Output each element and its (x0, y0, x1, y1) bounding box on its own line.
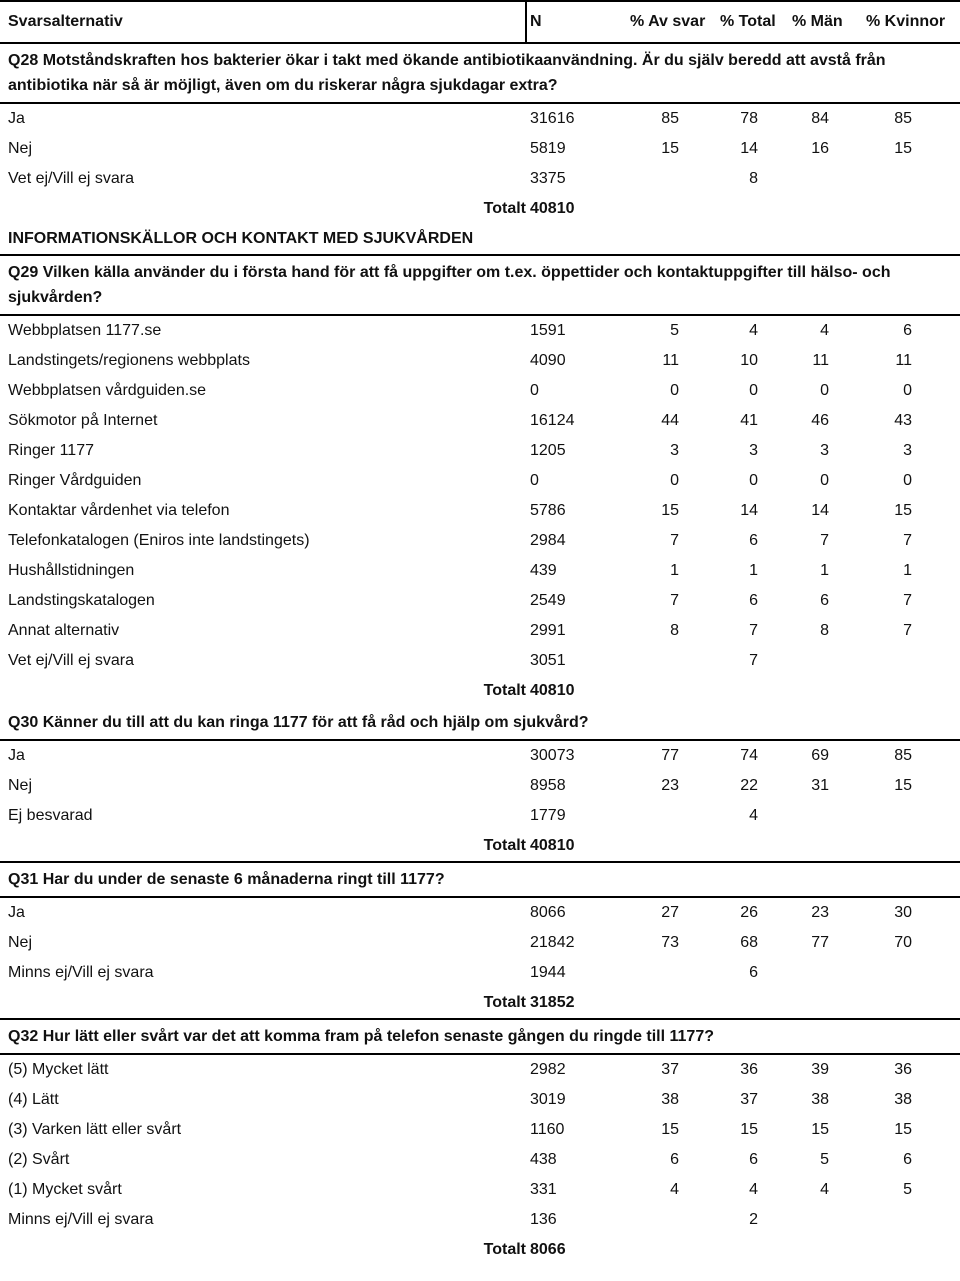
cell-pct-total: 36 (740, 1061, 758, 1078)
header-n: N (530, 13, 542, 30)
cell-n: 3375 (530, 170, 566, 187)
cell-pct-women: 85 (894, 747, 912, 764)
cell-pct-men: 77 (811, 934, 829, 951)
total-label: Totalt (483, 994, 526, 1011)
question-q31: Q31 Har du under de senaste 6 månaderna ringt till 1177? (0, 861, 960, 898)
cell-pct-answer: 6 (670, 1151, 679, 1168)
total-value: 40810 (530, 837, 575, 854)
cell-n: 2984 (530, 532, 566, 549)
cell-pct-men: 0 (820, 472, 829, 489)
row-label: Kontaktar vårdenhet via telefon (8, 502, 230, 519)
cell-pct-women: 0 (903, 382, 912, 399)
cell-pct-answer: 85 (661, 110, 679, 127)
cell-pct-total: 2 (749, 1211, 758, 1228)
cell-n: 1591 (530, 322, 566, 339)
cell-n: 3019 (530, 1091, 566, 1108)
total-value: 40810 (530, 200, 575, 217)
cell-n: 2982 (530, 1061, 566, 1078)
cell-pct-total: 22 (740, 777, 758, 794)
row-label: Webbplatsen vårdguiden.se (8, 382, 207, 399)
row-label: Sökmotor på Internet (8, 412, 158, 429)
cell-pct-women: 36 (894, 1061, 912, 1078)
cell-pct-answer: 1 (670, 562, 679, 579)
cell-pct-women: 70 (894, 934, 912, 951)
cell-pct-women: 38 (894, 1091, 912, 1108)
cell-pct-total: 0 (749, 472, 758, 489)
cell-n: 1160 (530, 1121, 565, 1138)
table-row (0, 1175, 960, 1205)
q31-rows (0, 898, 960, 988)
cell-pct-men: 14 (811, 502, 829, 519)
row-label: Ja (8, 110, 25, 127)
cell-pct-men: 11 (812, 352, 829, 369)
total-label: Totalt (483, 200, 526, 217)
header-pct-men: % Män (792, 13, 843, 30)
cell-n: 1779 (530, 807, 566, 824)
q30-rows (0, 741, 960, 831)
cell-pct-women: 6 (903, 1151, 912, 1168)
table-row (0, 1055, 960, 1085)
cell-n: 5819 (530, 140, 566, 157)
cell-pct-total: 14 (740, 140, 758, 157)
table-row (0, 898, 960, 928)
table-row (0, 164, 960, 194)
question-q32: Q32 Hur lätt eller svårt var det att komma fram på telefon senaste gången du ringde till 1177? (0, 1018, 960, 1055)
header-pct-women: % Kvinnor (866, 13, 946, 30)
cell-n: 438 (530, 1151, 557, 1168)
cell-n: 1205 (530, 442, 566, 459)
cell-pct-total: 4 (749, 807, 758, 824)
cell-n: 1944 (530, 964, 566, 981)
cell-pct-total: 68 (740, 934, 758, 951)
table-row (0, 616, 960, 646)
cell-pct-women: 5 (903, 1181, 912, 1198)
table-row (0, 801, 960, 831)
cell-n: 2991 (530, 622, 566, 639)
row-label: Ja (8, 747, 25, 764)
table-row (0, 104, 960, 134)
cell-pct-women: 15 (894, 140, 912, 157)
row-label: Annat alternativ (8, 622, 120, 639)
cell-pct-answer: 15 (661, 1121, 679, 1138)
cell-n: 30073 (530, 747, 575, 764)
cell-pct-answer: 15 (661, 140, 679, 157)
cell-pct-total: 4 (749, 1181, 758, 1198)
row-label: Webbplatsen 1177.se (8, 322, 162, 339)
cell-n: 439 (530, 562, 557, 579)
row-label: (2) Svårt (8, 1151, 70, 1168)
row-label: Vet ej/Vill ej svara (8, 170, 134, 187)
q31-total-row (0, 988, 960, 1018)
cell-pct-total: 37 (740, 1091, 758, 1108)
table-row (0, 646, 960, 676)
cell-pct-women: 15 (894, 777, 912, 794)
cell-pct-men: 7 (820, 532, 829, 549)
q28-total-row (0, 194, 960, 224)
cell-pct-answer: 73 (661, 934, 679, 951)
cell-pct-total: 15 (740, 1121, 758, 1138)
cell-n: 2549 (530, 592, 566, 609)
cell-pct-total: 14 (740, 502, 758, 519)
cell-pct-men: 69 (811, 747, 829, 764)
cell-n: 16124 (530, 412, 575, 429)
cell-pct-total: 1 (749, 562, 758, 579)
cell-pct-answer: 7 (670, 592, 679, 609)
cell-n: 0 (530, 382, 539, 399)
cell-pct-total: 8 (749, 170, 758, 187)
table-row (0, 741, 960, 771)
cell-pct-men: 38 (811, 1091, 829, 1108)
cell-pct-men: 4 (820, 1181, 829, 1198)
cell-pct-answer: 44 (661, 412, 679, 429)
cell-pct-women: 30 (894, 904, 912, 921)
row-label: Ringer 1177 (8, 442, 94, 459)
cell-pct-men: 5 (820, 1151, 829, 1168)
cell-pct-answer: 11 (662, 352, 679, 369)
table-row (0, 496, 960, 526)
cell-pct-men: 46 (811, 412, 829, 429)
cell-pct-answer: 3 (670, 442, 679, 459)
row-label: (1) Mycket svårt (8, 1181, 122, 1198)
row-label: Nej (8, 777, 33, 794)
cell-pct-men: 84 (811, 110, 829, 127)
cell-pct-men: 0 (820, 382, 829, 399)
cell-pct-women: 7 (903, 622, 912, 639)
cell-n: 4090 (530, 352, 566, 369)
row-label: Landstingets/regionens webbplats (8, 352, 250, 369)
table-row (0, 406, 960, 436)
cell-n: 136 (530, 1211, 557, 1228)
table-row (0, 436, 960, 466)
cell-pct-men: 15 (811, 1121, 829, 1138)
q32-rows (0, 1055, 960, 1235)
header-pct-answer: % Av svar (630, 13, 706, 30)
cell-n: 21842 (530, 934, 575, 951)
table-row (0, 1145, 960, 1175)
row-label: Minns ej/Vill ej svara (8, 1211, 154, 1228)
cell-pct-total: 7 (749, 622, 758, 639)
cell-n: 5786 (530, 502, 566, 519)
cell-pct-total: 7 (749, 652, 758, 669)
cell-pct-women: 15 (894, 502, 912, 519)
cell-pct-answer: 4 (670, 1181, 679, 1198)
row-label: Vet ej/Vill ej svara (8, 652, 134, 669)
q28-rows (0, 104, 960, 194)
total-label: Totalt (483, 837, 526, 854)
cell-pct-women: 11 (895, 352, 912, 369)
cell-pct-men: 39 (811, 1061, 829, 1078)
cell-pct-women: 7 (903, 532, 912, 549)
cell-pct-women: 3 (903, 442, 912, 459)
q29-total-row (0, 676, 960, 706)
header-divider (525, 2, 527, 42)
cell-pct-total: 74 (740, 747, 758, 764)
table-row (0, 958, 960, 988)
header-pct-total: % Total (720, 13, 776, 30)
cell-pct-total: 3 (749, 442, 758, 459)
table-row (0, 771, 960, 801)
table-header (0, 0, 960, 44)
cell-pct-men: 23 (811, 904, 829, 921)
cell-pct-answer: 15 (661, 502, 679, 519)
q29-rows (0, 316, 960, 676)
cell-pct-total: 6 (749, 1151, 758, 1168)
table-row (0, 586, 960, 616)
section-title (0, 224, 960, 254)
table-row (0, 1115, 960, 1145)
cell-pct-men: 4 (820, 322, 829, 339)
row-label: (3) Varken lätt eller svårt (8, 1121, 182, 1138)
table-row (0, 134, 960, 164)
row-label: Ja (8, 904, 25, 921)
table-row (0, 466, 960, 496)
cell-pct-answer: 0 (670, 382, 679, 399)
cell-pct-answer: 8 (670, 622, 679, 639)
total-value: 40810 (530, 682, 575, 699)
cell-pct-answer: 38 (661, 1091, 679, 1108)
cell-pct-men: 31 (811, 777, 829, 794)
row-label: Ej besvarad (8, 807, 93, 824)
cell-pct-men: 8 (820, 622, 829, 639)
cell-n: 8958 (530, 777, 566, 794)
cell-n: 3051 (530, 652, 566, 669)
cell-pct-men: 3 (820, 442, 829, 459)
cell-pct-total: 10 (740, 352, 758, 369)
cell-pct-total: 6 (749, 532, 758, 549)
cell-pct-women: 6 (903, 322, 912, 339)
cell-pct-total: 78 (740, 110, 758, 127)
header-label: Svarsalternativ (8, 13, 123, 30)
cell-pct-answer: 5 (670, 322, 679, 339)
total-value: 8066 (530, 1241, 566, 1258)
cell-n: 0 (530, 472, 539, 489)
table-row (0, 526, 960, 556)
cell-n: 331 (530, 1181, 557, 1198)
cell-pct-answer: 27 (661, 904, 679, 921)
total-label: Totalt (483, 1241, 526, 1258)
cell-pct-total: 26 (740, 904, 758, 921)
cell-pct-men: 6 (820, 592, 829, 609)
cell-n: 31616 (530, 110, 575, 127)
cell-pct-women: 85 (894, 110, 912, 127)
table-row (0, 928, 960, 958)
row-label: Nej (8, 934, 33, 951)
row-label: Landstingskatalogen (8, 592, 155, 609)
cell-pct-total: 6 (749, 592, 758, 609)
question-q30: Q30 Känner du till att du kan ringa 1177 för att få råd och hjälp om sjukvård? (0, 706, 960, 741)
table-row (0, 1205, 960, 1235)
cell-pct-answer: 37 (661, 1061, 679, 1078)
row-label: (4) Lätt (8, 1091, 59, 1108)
cell-pct-women: 15 (894, 1121, 912, 1138)
cell-pct-men: 16 (811, 140, 829, 157)
table-row (0, 556, 960, 586)
question-q28: Q28 Motståndskraften hos bakterier ökar i takt med ökande antibiotikaanvändning. Är du själv beredd att avstå från antibiotika när så är möjligt, även om du riskerar några sjukdagar extra? (0, 44, 960, 104)
row-label: (5) Mycket lätt (8, 1061, 109, 1078)
cell-pct-women: 1 (903, 562, 912, 579)
cell-pct-total: 41 (740, 412, 758, 429)
cell-n: 8066 (530, 904, 566, 921)
cell-pct-answer: 0 (670, 472, 679, 489)
cell-pct-total: 0 (749, 382, 758, 399)
q32-total-row (0, 1235, 960, 1265)
row-label: Hushållstidningen (8, 562, 135, 579)
cell-pct-men: 1 (820, 562, 829, 579)
row-label: Telefonkatalogen (Eniros inte landstingets) (8, 532, 310, 549)
cell-pct-women: 0 (903, 472, 912, 489)
question-q29: Q29 Vilken källa använder du i första hand för att få uppgifter om t.ex. öppettider och kontaktuppgifter till hälso- och sjukvården? (0, 254, 960, 316)
cell-pct-answer: 7 (670, 532, 679, 549)
cell-pct-women: 43 (894, 412, 912, 429)
cell-pct-answer: 23 (661, 777, 679, 794)
table-row (0, 346, 960, 376)
row-label: Minns ej/Vill ej svara (8, 964, 154, 981)
row-label: Ringer Vårdguiden (8, 472, 142, 489)
table-row (0, 376, 960, 406)
cell-pct-answer: 77 (661, 747, 679, 764)
table-row (0, 1085, 960, 1115)
total-value: 31852 (530, 994, 575, 1011)
q30-total-row (0, 831, 960, 861)
cell-pct-total: 6 (749, 964, 758, 981)
row-label: Nej (8, 140, 33, 157)
cell-pct-total: 4 (749, 322, 758, 339)
table-row (0, 316, 960, 346)
section-title-text: INFORMATIONSKÄLLOR OCH KONTAKT MED SJUKVÅRDEN (8, 230, 474, 247)
cell-pct-women: 7 (903, 592, 912, 609)
total-label: Totalt (483, 682, 526, 699)
